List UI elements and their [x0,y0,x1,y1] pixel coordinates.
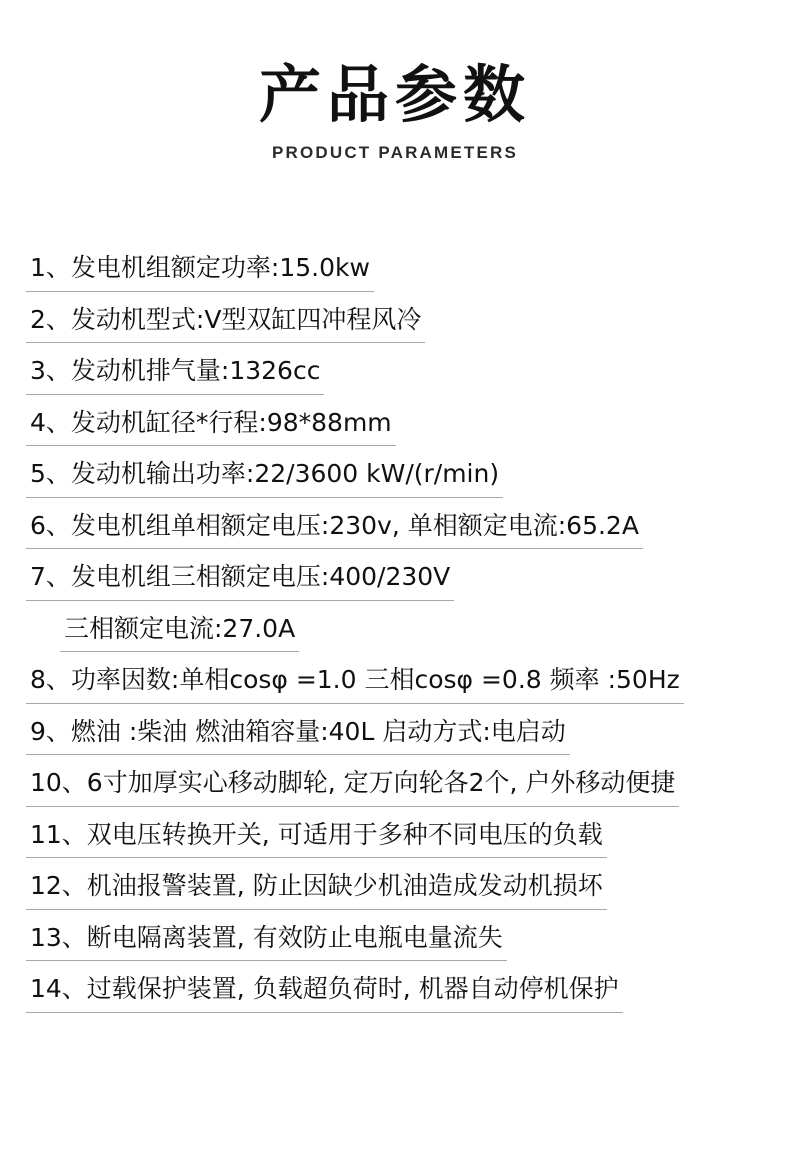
spec-row [0,716,790,756]
spec-row [0,973,790,1013]
spec-row-text: 3、发动机排气量:1326cc [26,355,324,395]
page-subtitle: PRODUCT PARAMETERS [271,143,519,163]
spec-row [0,252,790,292]
spec-row-text: 11、双电压转换开关, 可适用于多种不同电压的负载 [26,819,607,859]
spec-row [0,510,790,550]
spec-row-text: 4、发动机缸径*行程:98*88mm [26,407,396,447]
spec-row-text: 1、发电机组额定功率:15.0kw [26,252,374,292]
spec-row-text: 14、过载保护装置, 负载超负荷时, 机器自动停机保护 [26,973,623,1013]
spec-row-text: 10、6寸加厚实心移动脚轮, 定万向轮各2个, 户外移动便捷 [26,767,679,807]
spec-row-text: 8、功率因数:单相cosφ =1.0 三相cosφ =0.8 频率 :50Hz [26,664,684,704]
spec-row [0,355,790,395]
spec-row-text: 6、发电机组单相额定电压:230v, 单相额定电流:65.2A [26,510,643,550]
spec-row-text: 2、发动机型式:V型双缸四冲程风冷 [26,304,425,344]
spec-row [0,870,790,910]
spec-row [0,304,790,344]
specification-list [0,252,790,1013]
spec-row [0,561,790,601]
page-title: 产品参数 [258,58,531,131]
spec-row [0,664,790,704]
spec-row-text: 9、燃油 :柴油 燃油箱容量:40L 启动方式:电启动 [26,716,570,756]
spec-row-text: 5、发动机输出功率:22/3600 kW/(r/min) [26,458,503,498]
spec-row-text: 13、断电隔离装置, 有效防止电瓶电量流失 [26,922,507,962]
spec-row-text: 12、机油报警装置, 防止因缺少机油造成发动机损坏 [26,870,607,910]
spec-row-text: 7、发电机组三相额定电压:400/230V [26,561,454,601]
spec-row [0,458,790,498]
spec-row [0,819,790,859]
spec-row [0,407,790,447]
spec-row [0,767,790,807]
page-header [0,0,790,163]
spec-row [0,922,790,962]
spec-row [0,613,790,653]
spec-row-text: 三相额定电流:27.0A [60,613,299,653]
